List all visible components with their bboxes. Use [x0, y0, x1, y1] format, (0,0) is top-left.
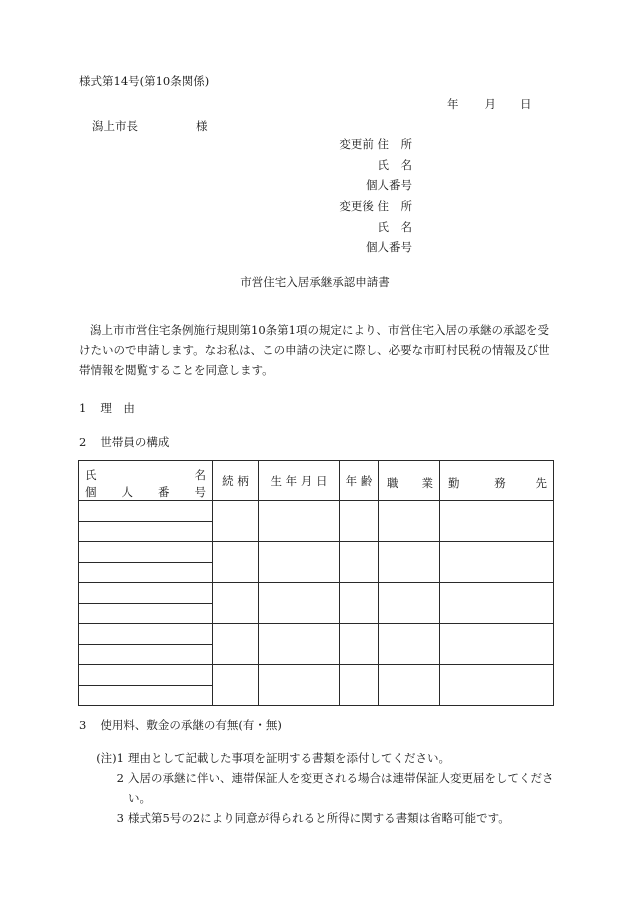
applicant-line-label: 住 所 [377, 137, 412, 151]
cell-birth[interactable] [259, 665, 340, 706]
cell-age[interactable] [340, 624, 379, 665]
section-number: 2 [79, 435, 87, 449]
section-number: 1 [79, 401, 87, 415]
body-paragraph [79, 320, 555, 380]
section-number: 3 [79, 718, 87, 732]
cell-relation[interactable] [213, 624, 259, 665]
header-id-char: 番 [158, 485, 170, 499]
note-number: (注)1 [96, 751, 124, 765]
cell-id-number[interactable] [79, 603, 213, 624]
document-title: 市営住宅入居承継承認申請書 [240, 275, 390, 289]
cell-age[interactable] [340, 542, 379, 583]
applicant-line-label: 氏 名 [377, 219, 412, 234]
addressee [92, 121, 208, 133]
header-job-left: 職 [387, 476, 399, 490]
table-row [79, 583, 554, 604]
header-name-right: 名 [194, 468, 206, 482]
cell-id-number[interactable] [79, 521, 213, 542]
notes-prefix: (注) [96, 751, 117, 765]
cell-workplace[interactable] [440, 624, 554, 665]
cell-workplace[interactable] [440, 501, 554, 542]
applicant-line-prefix: 変更前 [339, 137, 374, 151]
cell-relation[interactable] [213, 665, 259, 706]
cell-birth[interactable] [259, 542, 340, 583]
cell-name[interactable] [79, 665, 213, 686]
cell-job[interactable] [379, 501, 440, 542]
addressee-name: 潟上市長 [92, 119, 138, 133]
applicant-line [300, 219, 412, 243]
section-household [79, 437, 169, 449]
section-reason [79, 403, 135, 415]
table-row [79, 665, 554, 686]
cell-workplace[interactable] [440, 583, 554, 624]
form-number: 様式第14号(第10条関係) [79, 74, 210, 88]
cell-id-number[interactable] [79, 685, 213, 706]
section-label: 使用料、敷金の承継の有無(有・無) [100, 718, 282, 732]
body-text: 潟上市市営住宅条例施行規則第10条第1項の規定により、市営住宅入居の承継の承認を受けたいので申請します。なお私は、この申請の決定に際し、必要な市町村民税の情報及び世帯情報を閲覧することを同意します。 [79, 323, 550, 377]
applicant-line-prefix: 変更後 [339, 199, 374, 214]
applicant-line-label: 個人番号 [366, 178, 412, 193]
household-table [78, 460, 554, 706]
note-number: 3 [116, 811, 124, 825]
cell-workplace[interactable] [440, 665, 554, 706]
applicant-line-label: 住 所 [377, 199, 412, 214]
applicant-line [300, 201, 412, 222]
cell-job[interactable] [379, 583, 440, 624]
date-line [447, 99, 532, 111]
header-workplace [440, 461, 554, 501]
applicant-line [300, 139, 412, 160]
cell-birth[interactable] [259, 501, 340, 542]
cell-age[interactable] [340, 665, 379, 706]
cell-name[interactable] [79, 583, 213, 604]
cell-workplace[interactable] [440, 542, 554, 583]
applicant-line [300, 242, 412, 263]
cell-job[interactable] [379, 665, 440, 706]
header-age: 年 齢 [340, 461, 379, 501]
table-header-row [79, 461, 554, 501]
table-row [79, 501, 554, 522]
cell-id-number[interactable] [79, 562, 213, 583]
notes-block [94, 748, 556, 828]
cell-name[interactable] [79, 624, 213, 645]
header-birth: 生 年 月 日 [259, 461, 340, 501]
cell-relation[interactable] [213, 501, 259, 542]
header-id-char: 号 [194, 485, 206, 499]
header-relation: 続 柄 [213, 461, 259, 501]
applicant-line [300, 180, 412, 201]
cell-birth[interactable] [259, 624, 340, 665]
section-label: 理 由 [100, 401, 135, 415]
header-job [379, 461, 440, 501]
note-number: 2 [116, 771, 124, 785]
applicant-line-label: 個人番号 [366, 240, 412, 255]
cell-relation[interactable] [213, 542, 259, 583]
table-row [79, 624, 554, 645]
cell-birth[interactable] [259, 583, 340, 624]
header-id [85, 484, 206, 500]
section-deposit [79, 720, 282, 732]
cell-relation[interactable] [213, 583, 259, 624]
applicant-block [300, 139, 412, 263]
header-work-char: 務 [494, 476, 506, 490]
header-id-char: 個 [85, 485, 97, 499]
note-text: 理由として記載した事項を証明する書類を添付してください。 [128, 751, 450, 765]
applicant-line-label: 氏 名 [377, 157, 412, 172]
cell-job[interactable] [379, 624, 440, 665]
date-year: 年 [447, 97, 459, 111]
header-work-char: 先 [535, 476, 547, 490]
note-text: 様式第5号の2により同意が得られると所得に関する書類は省略可能です。 [128, 811, 510, 825]
cell-name[interactable] [79, 542, 213, 563]
header-name-id [79, 461, 213, 501]
cell-job[interactable] [379, 542, 440, 583]
header-job-right: 業 [421, 476, 433, 490]
cell-id-number[interactable] [79, 644, 213, 665]
date-day: 日 [520, 97, 532, 111]
header-id-char: 人 [121, 485, 133, 499]
note-item [94, 808, 556, 828]
addressee-honorific: 様 [196, 119, 208, 133]
cell-age[interactable] [340, 501, 379, 542]
date-month: 月 [484, 97, 496, 111]
cell-age[interactable] [340, 583, 379, 624]
applicant-line [300, 157, 412, 181]
note-item [94, 748, 556, 768]
table-row [79, 542, 554, 563]
section-label: 世帯員の構成 [100, 435, 170, 449]
header-work-char: 勤 [448, 476, 460, 490]
header-name-left: 氏 [85, 468, 97, 482]
note-item [94, 768, 556, 808]
note-text: 入居の承継に伴い、連帯保証人を変更される場合は連帯保証人変更届をしてください。 [128, 771, 554, 805]
cell-name[interactable] [79, 501, 213, 522]
